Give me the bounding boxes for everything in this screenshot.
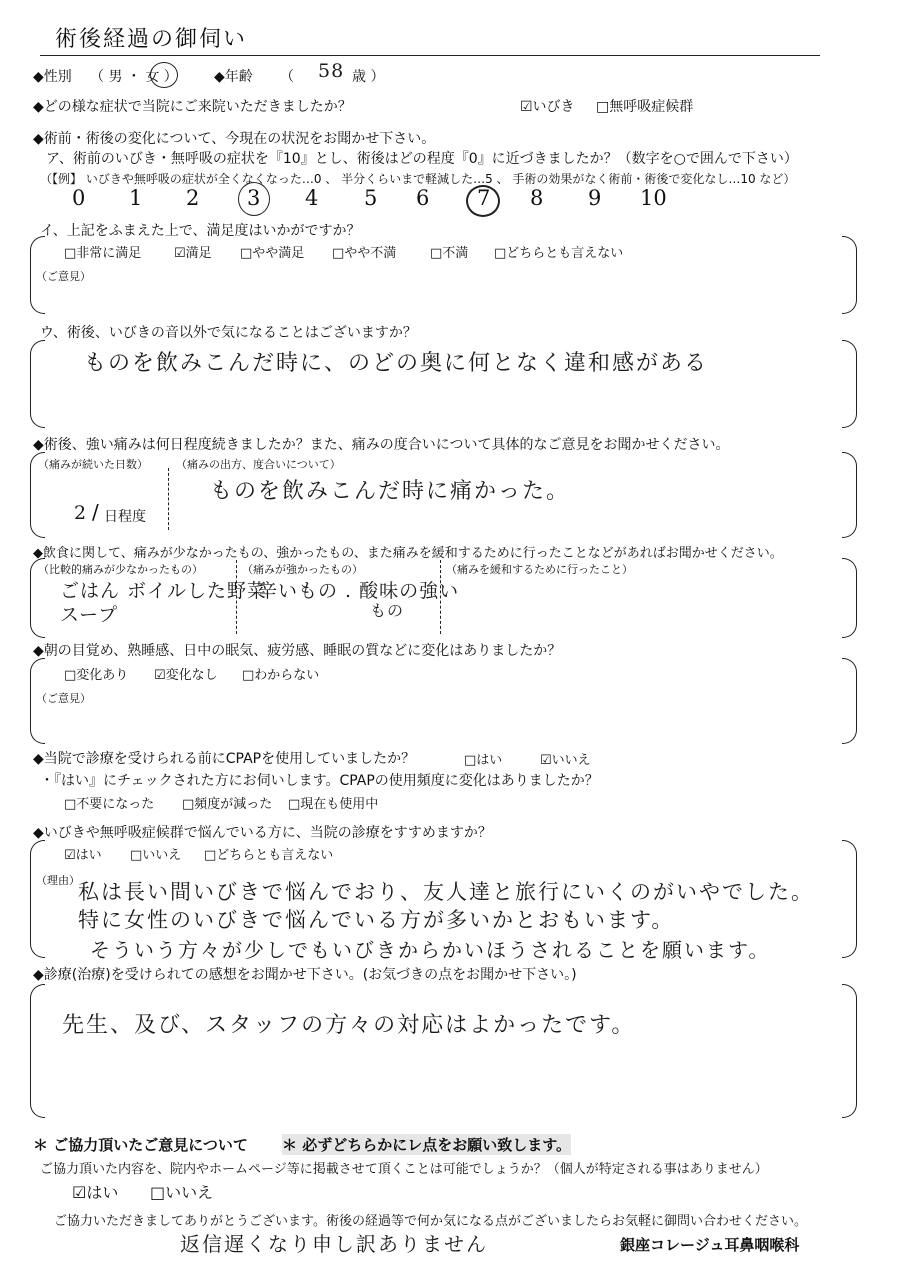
title-underline (40, 55, 820, 56)
recommend-reason-line-1[interactable]: 私は長い間いびきで悩んでおり、友人達と旅行にいくのがいやでした。 (78, 880, 814, 904)
scale-7[interactable]: 7 (477, 186, 491, 210)
satisfaction-somewhat-dissatisfied[interactable]: □やや不満 (332, 246, 397, 261)
symptom-option-snoring[interactable]: ☑いびき (520, 99, 575, 115)
cpap-option-current[interactable]: □現在も使用中 (288, 797, 379, 812)
change-example: （【例】 いびきや無呼吸の症状が全くなくなった…0 、 半分くらいまで軽減した…5 、 手術の効果がなく術前・術後で変化なし…10 など） (40, 172, 796, 186)
handwritten-note: 返信遅くなり申し訳ありません (180, 1232, 488, 1256)
gender-label: ◆性別 (33, 69, 72, 85)
pain-days-slash: / (92, 500, 99, 524)
consent-yes[interactable]: ☑はい (72, 1183, 119, 1202)
scale-10[interactable]: 10 (640, 186, 667, 210)
scale-3[interactable]: 3 (247, 186, 261, 210)
food-relief-label: （痛みを緩和するために行ったこと） (446, 563, 633, 576)
food-less-answer-1[interactable]: ごはん ボイルした野菜 (60, 580, 268, 602)
other-bracket-left (30, 340, 45, 428)
recommend-yes[interactable]: ☑はい (64, 848, 102, 863)
cpap-question: ◆当院で診療を受けられる前にCPAPを使用していましたか？ (33, 751, 416, 767)
morning-bracket-right (842, 658, 857, 744)
satisfaction-question: イ、上記をふまえた上で、満足度はいかがですか？ (40, 223, 361, 239)
scale-6[interactable]: 6 (416, 186, 430, 210)
morning-question: ◆朝の目覚め、熟睡感、日中の眠気、疲労感、睡眠の質などに変化はありましたか？ (33, 643, 562, 659)
morning-option-changed[interactable]: □変化あり (64, 668, 129, 683)
scale-9[interactable]: 9 (588, 186, 602, 210)
other-bracket-right (842, 340, 857, 428)
scale-0[interactable]: 0 (72, 186, 86, 210)
morning-comment-label: （ご意見） (36, 692, 91, 705)
impression-answer[interactable]: 先生、及び、スタッフの方々の対応はよかったです。 (62, 1013, 636, 1038)
age-unit: 歳 ） (352, 69, 385, 85)
cpap-follow-question: ・『はい』にチェックされた方にお伺いします。CPAPの使用頻度に変化はありましたか？ (40, 773, 599, 789)
coop-note: ＊ 必ずどちらかにレ点をお願い致します。 (282, 1136, 572, 1154)
morning-option-unknown[interactable]: □わからない (242, 668, 320, 683)
scale-5[interactable]: 5 (364, 186, 378, 210)
food-less-label: （比較的痛みが少なかったもの） (38, 563, 203, 576)
recommend-bracket-left (30, 840, 45, 958)
change-question-a: ア、術前のいびき・無呼吸の症状を『10』とし、術後はどの程度『0』に近づきましたか？（数字を○で囲んで下さい） (46, 151, 798, 167)
food-strong-answer-1[interactable]: 辛いもの . 酸味の強い (258, 580, 460, 602)
food-strong-answer-2[interactable]: もの (370, 601, 405, 620)
symptom-question: ◆どの様な症状で当院にご来院いただきましたか？ (33, 99, 352, 115)
cpap-yes[interactable]: □はい (464, 753, 503, 768)
age-label: ◆年齢 (214, 69, 253, 85)
pain-bracket-right (842, 452, 857, 538)
other-question: ウ、術後、いびきの音以外で気になることはございますか？ (40, 325, 417, 341)
morning-option-unchanged[interactable]: ☑変化なし (154, 668, 218, 683)
clinic-name: 銀座コレージュ耳鼻咽喉科 (620, 1236, 800, 1254)
symptom-option-apnea[interactable]: □無呼吸症候群 (596, 99, 694, 115)
recommend-neutral[interactable]: □どちらとも言えない (204, 848, 334, 863)
impression-bracket-right (842, 984, 857, 1118)
age-value[interactable]: 58 (318, 60, 345, 82)
recommend-reason-line-3[interactable]: そういう方々が少しでもいびきからかいほうされることを願います。 (90, 938, 771, 962)
gender-circle (150, 62, 178, 88)
recommend-reason-line-2[interactable]: 特に女性のいびきで悩んでいる方が多いかとおもいます。 (78, 908, 675, 932)
pain-degree-answer[interactable]: ものを飲みこんだ時に痛かった。 (210, 479, 571, 504)
gender-value[interactable]: （ 男 ・ 女 ） (90, 69, 178, 85)
recommend-no[interactable]: □いいえ (130, 848, 182, 863)
pain-days-value[interactable]: 2 (74, 502, 88, 524)
recommend-reason-label: （理由） (36, 874, 80, 887)
cpap-option-less[interactable]: □頻度が減った (182, 797, 273, 812)
impression-bracket-left (30, 984, 45, 1118)
satisfaction-very-satisfied[interactable]: □非常に満足 (64, 246, 142, 261)
page-title: 術後経過の御伺い (55, 27, 248, 52)
thanks-text: ご協力いただきましてありがとうございます。術後の経過等で何か気になる点がございましたらお気軽に御問い合わせください。 (54, 1214, 807, 1229)
satisfaction-dissatisfied[interactable]: □不満 (430, 246, 469, 261)
scale-4[interactable]: 4 (305, 186, 319, 210)
consent-question: ご協力頂いた内容を、院内やホームページ等に掲載させて頂くことは可能でしょうか？（個人が特定される事はありません） (40, 1162, 768, 1177)
other-answer[interactable]: ものを飲みこんだ時に、のどの奥に何となく違和感がある (84, 351, 709, 376)
change-heading: ◆術前・術後の変化について、今現在の状況をお聞かせ下さい。 (33, 131, 436, 147)
pain-degree-label: （痛みの出方、度合いについて） (176, 458, 341, 471)
age-open-paren: （ (280, 69, 294, 85)
pain-days-label: （痛みが続いた日数） (38, 458, 148, 471)
scale-circle-3 (238, 182, 270, 216)
satisfaction-bracket-right (842, 236, 857, 314)
pain-divider (168, 468, 169, 530)
recommend-question: ◆いびきや無呼吸症候群で悩んでいる方に、当院の診療をすすめますか？ (33, 825, 492, 841)
recommend-bracket-right (842, 840, 857, 958)
coop-title: ＊ ご協力頂いたご意見について (33, 1136, 248, 1154)
satisfaction-comment-label: （ご意見） (36, 270, 91, 283)
cpap-option-unneeded[interactable]: □不要になった (64, 797, 155, 812)
consent-no[interactable]: □いいえ (150, 1183, 214, 1202)
scale-2[interactable]: 2 (186, 186, 200, 210)
scale-1[interactable]: 1 (129, 186, 143, 210)
satisfaction-somewhat-satisfied[interactable]: □やや満足 (240, 246, 305, 261)
food-bracket-right (842, 558, 857, 638)
satisfaction-satisfied[interactable]: ☑満足 (174, 246, 212, 261)
impression-question: ◆診療(治療)を受けられての感想をお聞かせ下さい。(お気づきの点をお聞かせ下さい。) (33, 967, 577, 983)
scale-circle-7 (466, 185, 500, 217)
scale-8[interactable]: 8 (530, 186, 544, 210)
food-less-answer-2[interactable]: スープ (60, 604, 119, 626)
pain-question: ◆術後、強い痛みは何日程度続きましたか？また、痛みの度合いについて具体的なご意見をお聞かせください。 (33, 437, 730, 453)
pain-days-unit: 日程度 (104, 509, 146, 525)
cpap-no[interactable]: ☑いいえ (540, 753, 591, 768)
satisfaction-neutral[interactable]: □どちらとも言えない (494, 246, 624, 261)
food-question: ◆飲食に関して、痛みが少なかったもの、強かったもの、また痛みを緩和するために行ったことなどがあればお聞かせください。 (33, 546, 783, 561)
food-strong-label: （痛みが強かったもの） (242, 563, 363, 576)
